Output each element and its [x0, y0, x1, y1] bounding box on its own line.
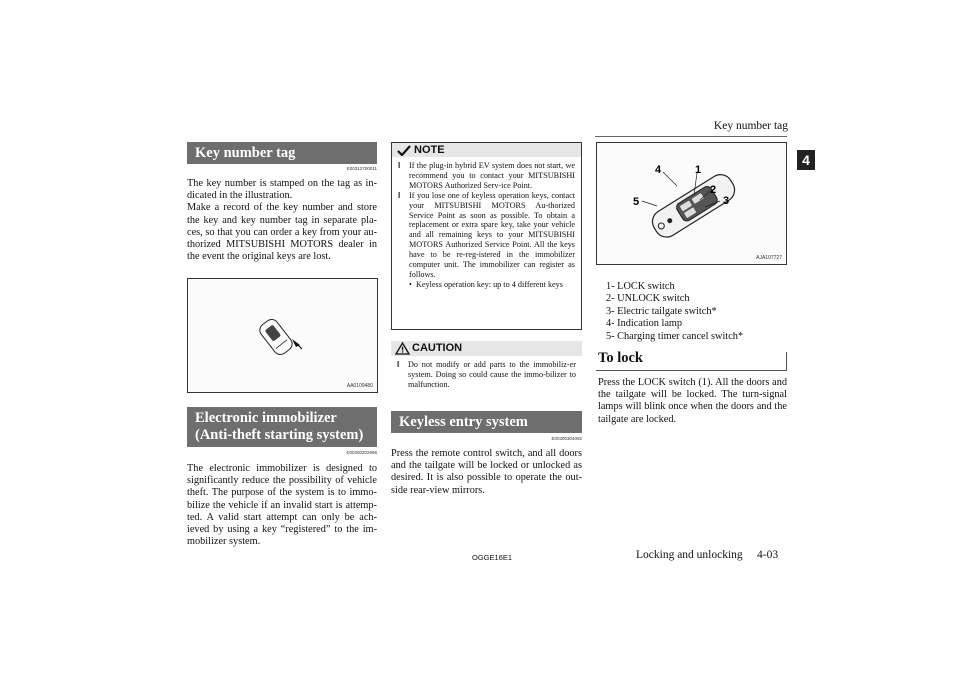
- to-lock-body: Press the LOCK switch (1). All the doors and the tailgate will be locked. The turn-signal lamps will blink once when the doors and the tailgate are locked.: [598, 377, 787, 425]
- footer-code: OGGE16E1: [472, 553, 513, 562]
- legend-item: 2- UNLOCK switch: [606, 293, 690, 305]
- figure-code: AJA107727: [756, 255, 782, 261]
- key-fob-figure: [596, 142, 787, 265]
- note-sub-item: • Keyless operation key: up to 4 different keys: [409, 279, 563, 289]
- keyless-body: Press the remote control switch, and all doors and the tailgate will be locked or unlocked as desired. It is also possible to operate the out-side rear-view mirrors.: [391, 448, 582, 496]
- to-lock-rule: [596, 370, 787, 371]
- bullet-icon: l: [397, 360, 400, 369]
- legend-item: 1- LOCK switch: [606, 281, 675, 292]
- section-code: E00300202996: [346, 450, 377, 455]
- callout-label: 1: [695, 164, 702, 176]
- note-header: [392, 143, 581, 157]
- caution-header: [391, 341, 582, 356]
- dot-icon: •: [409, 279, 412, 289]
- warning-triangle-icon: [395, 342, 410, 355]
- figure-code: AA0109480: [346, 383, 373, 389]
- to-lock-rule-end: [786, 352, 787, 370]
- legend-list: [606, 281, 786, 343]
- note-item: l If the plug-in hybrid EV system does not start, we recommend you to contact your MITSUBISHI MOTORS Authorized Serv-ice Point.: [398, 161, 575, 190]
- section-title-immobilizer: [187, 407, 377, 447]
- header-rule: [595, 136, 787, 137]
- note-label: NOTE: [414, 144, 445, 156]
- note-box: [391, 142, 582, 330]
- immobilizer-body: The electronic immobilizer is designed to significantly reduce the possibility of vehicle theft. The purpose of the system is to immo-bilize the vehicle if an invalid start is attemp-ted. A valid start attempt can only be ach-ieved by using a key “registered” to the im-mobilizer system.: [187, 463, 377, 548]
- key-number-tag-body: The key number is stamped on the tag as in-dicated in the illustration. Make a record of the key number and store the key and key number tag in separate pla-ces, so that you can order a key from your au-thorized MITSUBISHI MOTORS dealer in the event the original keys are lost.: [187, 178, 377, 263]
- key-fob-illustration: [597, 143, 788, 266]
- running-header: Key number tag: [713, 120, 788, 132]
- immobilizer-title-line1: Electronic immobilizer: [195, 410, 337, 426]
- bullet-icon: l: [398, 190, 401, 200]
- caution-label: CAUTION: [412, 342, 463, 354]
- section-code: E00300304092: [551, 436, 582, 441]
- callout-label: 5: [633, 196, 640, 208]
- bullet-icon: l: [398, 161, 401, 170]
- callout-label: 2: [710, 184, 717, 196]
- legend-item: 3- Electric tailgate switch*: [606, 305, 717, 317]
- callout-label: 3: [723, 195, 730, 207]
- legend-item: 4- Indication lamp: [606, 318, 683, 330]
- immobilizer-title-line2: (Anti-theft starting system): [195, 427, 364, 443]
- caution-item: l Do not modify or add parts to the immobiliz-er system. Doing so could cause the immo-bilizer to malfunction.: [397, 360, 576, 389]
- section-title-keyless-entry: Keyless entry system: [391, 411, 582, 433]
- key-tag-figure: [187, 278, 378, 393]
- checkmark-icon: [397, 145, 411, 156]
- chapter-tab: 4: [797, 150, 815, 170]
- to-lock-title: To lock: [598, 350, 643, 366]
- section-title-key-number-tag: Key number tag: [187, 142, 377, 164]
- page-number: 4-03: [757, 549, 779, 561]
- section-code: E00312700011: [346, 166, 377, 171]
- caution-box: [391, 341, 582, 401]
- key-tag-illustration: [188, 279, 379, 394]
- footer-section: Locking and unlocking: [636, 549, 743, 561]
- callout-label: 4: [655, 164, 662, 176]
- note-item: l If you lose one of keyless operation keys, contact your MITSUBISHI MOTORS Au-thorized Service Point as soon as possible. To obtain a replacement or extra spare key, take your vehicle and all remaining keys to your MITSUBISHI MOTORS Authorized Service Point. All the keys have to be re-reg-istered in the immobilizer computer unit. The immobilizer can register as follows.: [398, 190, 575, 279]
- legend-item: 5- Charging timer cancel switch*: [606, 330, 744, 342]
